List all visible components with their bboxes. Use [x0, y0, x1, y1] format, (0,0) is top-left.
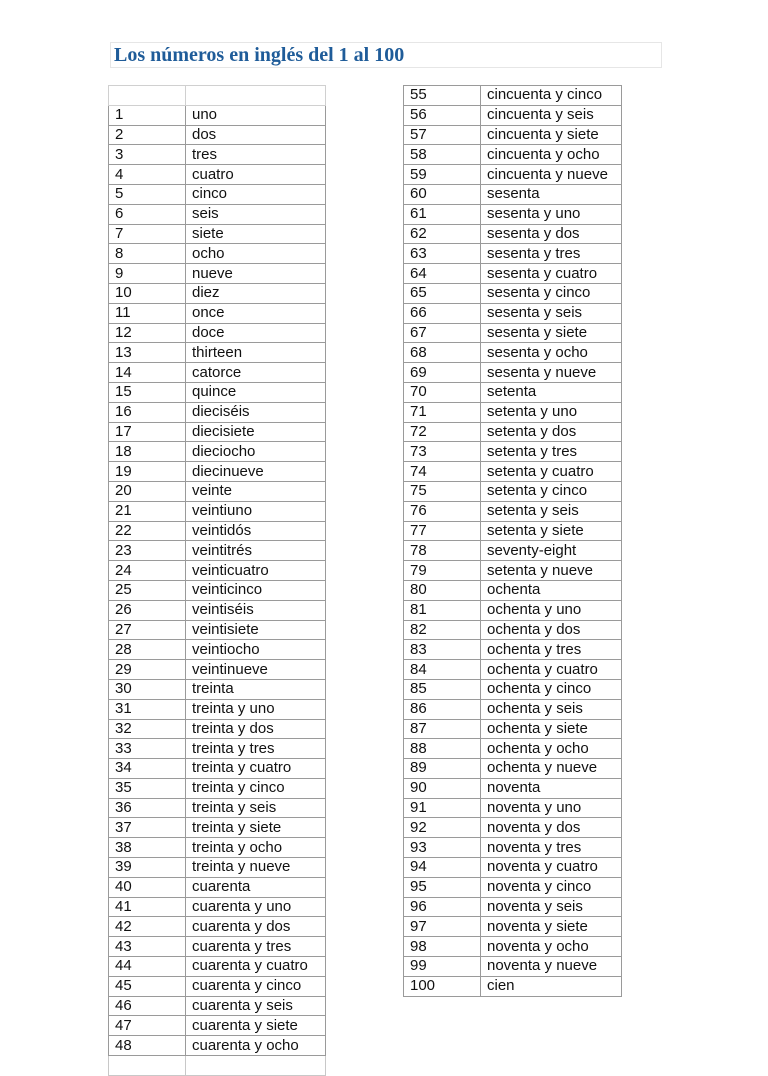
table-row	[109, 679, 326, 699]
table-row	[109, 897, 326, 917]
table-row	[109, 481, 326, 501]
table-row	[404, 759, 622, 779]
table-row	[404, 501, 622, 521]
spanish-word-cell: ochenta y cinco	[481, 679, 622, 699]
number-cell: 64	[404, 264, 481, 284]
number-cell: 73	[404, 442, 481, 462]
table-row	[404, 600, 622, 620]
number-cell: 43	[109, 937, 186, 957]
number-cell: 76	[404, 501, 481, 521]
number-cell: 30	[109, 679, 186, 699]
table-header-row	[109, 86, 326, 106]
number-cell: 20	[109, 481, 186, 501]
number-cell: 41	[109, 897, 186, 917]
number-cell: 90	[404, 778, 481, 798]
number-cell: 94	[404, 858, 481, 878]
spanish-word-cell: setenta y nueve	[481, 561, 622, 581]
spanish-word-cell: sesenta y seis	[481, 303, 622, 323]
table-row	[109, 283, 326, 303]
number-cell: 9	[109, 264, 186, 284]
table-row	[404, 244, 622, 264]
spanish-word-cell: cuarenta y cuatro	[186, 957, 326, 977]
number-cell: 31	[109, 699, 186, 719]
spanish-word-cell: treinta y seis	[186, 798, 326, 818]
table-row	[404, 323, 622, 343]
number-cell: 86	[404, 699, 481, 719]
table-row	[109, 244, 326, 264]
table-row	[109, 1016, 326, 1036]
number-cell: 60	[404, 184, 481, 204]
table-row	[404, 679, 622, 699]
spanish-word-cell: cien	[481, 976, 622, 996]
spanish-word-cell: veintiséis	[186, 600, 326, 620]
spanish-word-cell: dieciséis	[186, 402, 326, 422]
header-cell-empty	[109, 86, 186, 106]
table-row	[404, 86, 622, 106]
table-row	[404, 184, 622, 204]
table-row	[109, 264, 326, 284]
number-cell: 10	[109, 283, 186, 303]
table-row	[109, 501, 326, 521]
number-cell: 3	[109, 145, 186, 165]
spanish-word-cell: veinte	[186, 481, 326, 501]
number-cell: 63	[404, 244, 481, 264]
numbers-table-right-body	[404, 86, 622, 997]
number-cell: 80	[404, 580, 481, 600]
spanish-word-cell: setenta	[481, 382, 622, 402]
table-row	[109, 521, 326, 541]
spanish-word-cell: seventy-eight	[481, 541, 622, 561]
number-cell: 47	[109, 1016, 186, 1036]
number-cell: 81	[404, 600, 481, 620]
table-row	[109, 580, 326, 600]
number-cell: 42	[109, 917, 186, 937]
spanish-word-cell: sesenta y siete	[481, 323, 622, 343]
table-row	[109, 620, 326, 640]
number-cell: 75	[404, 481, 481, 501]
table-row	[404, 818, 622, 838]
spanish-word-cell: ochenta y ocho	[481, 739, 622, 759]
spanish-word-cell: dos	[186, 125, 326, 145]
number-cell: 59	[404, 165, 481, 185]
number-cell: 17	[109, 422, 186, 442]
spanish-word-cell: noventa y nueve	[481, 957, 622, 977]
number-cell: 40	[109, 877, 186, 897]
table-row	[404, 620, 622, 640]
table-row	[404, 897, 622, 917]
spanish-word-cell: diez	[186, 283, 326, 303]
number-cell: 55	[404, 86, 481, 106]
number-cell: 4	[109, 165, 186, 185]
numbers-table-left-body	[109, 86, 326, 1076]
number-cell: 39	[109, 858, 186, 878]
number-cell: 33	[109, 739, 186, 759]
table-row	[109, 719, 326, 739]
number-cell: 66	[404, 303, 481, 323]
number-cell: 88	[404, 739, 481, 759]
spanish-word-cell: treinta y dos	[186, 719, 326, 739]
table-row	[109, 541, 326, 561]
table-row	[109, 204, 326, 224]
number-cell: 28	[109, 640, 186, 660]
spanish-word-cell: cuarenta y siete	[186, 1016, 326, 1036]
spanish-word-cell: ochenta y tres	[481, 640, 622, 660]
number-cell: 71	[404, 402, 481, 422]
spanish-word-cell: quince	[186, 382, 326, 402]
table-row	[109, 877, 326, 897]
table-row	[109, 422, 326, 442]
numbers-table-right	[403, 85, 622, 997]
table-row	[109, 382, 326, 402]
table-row	[404, 917, 622, 937]
number-cell: 24	[109, 561, 186, 581]
empty-cell	[186, 1056, 326, 1076]
number-cell: 68	[404, 343, 481, 363]
number-cell: 13	[109, 343, 186, 363]
number-cell: 72	[404, 422, 481, 442]
spanish-word-cell: setenta y uno	[481, 402, 622, 422]
number-cell: 5	[109, 184, 186, 204]
number-cell: 85	[404, 679, 481, 699]
spanish-word-cell: cuarenta y ocho	[186, 1036, 326, 1056]
table-row	[404, 858, 622, 878]
number-cell: 7	[109, 224, 186, 244]
table-row	[404, 481, 622, 501]
spanish-word-cell: nueve	[186, 264, 326, 284]
number-cell: 1	[109, 105, 186, 125]
number-cell: 15	[109, 382, 186, 402]
spanish-word-cell: ochenta	[481, 580, 622, 600]
spanish-word-cell: veintitrés	[186, 541, 326, 561]
table-row	[109, 561, 326, 581]
spanish-word-cell: veinticuatro	[186, 561, 326, 581]
table-row	[404, 937, 622, 957]
table-row	[404, 521, 622, 541]
number-cell: 95	[404, 877, 481, 897]
spanish-word-cell: treinta y tres	[186, 739, 326, 759]
table-row	[109, 937, 326, 957]
table-row-empty	[109, 1056, 326, 1076]
table-row	[109, 838, 326, 858]
spanish-word-cell: seis	[186, 204, 326, 224]
number-cell: 36	[109, 798, 186, 818]
table-row	[109, 957, 326, 977]
table-row	[109, 343, 326, 363]
table-row	[109, 739, 326, 759]
number-cell: 23	[109, 541, 186, 561]
number-cell: 32	[109, 719, 186, 739]
table-row	[109, 224, 326, 244]
spanish-word-cell: cuarenta y dos	[186, 917, 326, 937]
table-row	[109, 125, 326, 145]
number-cell: 38	[109, 838, 186, 858]
table-row	[404, 343, 622, 363]
spanish-word-cell: cuarenta y uno	[186, 897, 326, 917]
spanish-word-cell: sesenta y uno	[481, 204, 622, 224]
number-cell: 25	[109, 580, 186, 600]
table-row	[404, 719, 622, 739]
spanish-word-cell: noventa	[481, 778, 622, 798]
spanish-word-cell: veintiocho	[186, 640, 326, 660]
numbers-table-left	[108, 85, 326, 1076]
table-row	[404, 125, 622, 145]
spanish-word-cell: veintisiete	[186, 620, 326, 640]
spanish-word-cell: treinta y cuatro	[186, 759, 326, 779]
table-row	[109, 640, 326, 660]
number-cell: 45	[109, 976, 186, 996]
table-row	[109, 165, 326, 185]
spanish-word-cell: ochenta y dos	[481, 620, 622, 640]
number-cell: 74	[404, 462, 481, 482]
table-row	[109, 778, 326, 798]
table-row	[109, 323, 326, 343]
number-cell: 78	[404, 541, 481, 561]
spanish-word-cell: veintiuno	[186, 501, 326, 521]
table-row	[404, 422, 622, 442]
table-row	[109, 184, 326, 204]
spanish-word-cell: cincuenta y nueve	[481, 165, 622, 185]
spanish-word-cell: setenta y tres	[481, 442, 622, 462]
number-cell: 58	[404, 145, 481, 165]
spanish-word-cell: dieciocho	[186, 442, 326, 462]
table-row	[404, 957, 622, 977]
spanish-word-cell: veintidós	[186, 521, 326, 541]
number-cell: 65	[404, 283, 481, 303]
number-cell: 83	[404, 640, 481, 660]
table-row	[109, 798, 326, 818]
table-row	[109, 818, 326, 838]
number-cell: 93	[404, 838, 481, 858]
number-cell: 69	[404, 363, 481, 383]
number-cell: 79	[404, 561, 481, 581]
table-row	[109, 303, 326, 323]
number-cell: 16	[109, 402, 186, 422]
number-cell: 26	[109, 600, 186, 620]
table-row	[404, 699, 622, 719]
number-cell: 99	[404, 957, 481, 977]
table-row	[404, 204, 622, 224]
table-row	[404, 382, 622, 402]
spanish-word-cell: noventa y tres	[481, 838, 622, 858]
table-row	[404, 165, 622, 185]
table-row	[109, 660, 326, 680]
spanish-word-cell: cuarenta y cinco	[186, 976, 326, 996]
table-row	[109, 699, 326, 719]
spanish-word-cell: veintinueve	[186, 660, 326, 680]
spanish-word-cell: sesenta y tres	[481, 244, 622, 264]
table-row	[404, 976, 622, 996]
spanish-word-cell: noventa y siete	[481, 917, 622, 937]
number-cell: 62	[404, 224, 481, 244]
table-row	[109, 759, 326, 779]
spanish-word-cell: sesenta y cuatro	[481, 264, 622, 284]
number-cell: 70	[404, 382, 481, 402]
table-row	[109, 976, 326, 996]
table-row	[404, 402, 622, 422]
number-cell: 44	[109, 957, 186, 977]
table-row	[109, 600, 326, 620]
table-row	[404, 580, 622, 600]
page-title: Los números en inglés del 1 al 100	[114, 44, 405, 66]
spanish-word-cell: noventa y cuatro	[481, 858, 622, 878]
spanish-word-cell: noventa y dos	[481, 818, 622, 838]
table-row	[404, 105, 622, 125]
spanish-word-cell: cuatro	[186, 165, 326, 185]
spanish-word-cell: noventa y ocho	[481, 937, 622, 957]
number-cell: 91	[404, 798, 481, 818]
number-cell: 56	[404, 105, 481, 125]
table-row	[404, 462, 622, 482]
table-row	[109, 858, 326, 878]
number-cell: 22	[109, 521, 186, 541]
spanish-word-cell: cincuenta y seis	[481, 105, 622, 125]
number-cell: 82	[404, 620, 481, 640]
spanish-word-cell: diecinueve	[186, 462, 326, 482]
number-cell: 96	[404, 897, 481, 917]
table-row	[404, 838, 622, 858]
spanish-word-cell: cincuenta y ocho	[481, 145, 622, 165]
table-row	[404, 283, 622, 303]
spanish-word-cell: veinticinco	[186, 580, 326, 600]
number-cell: 61	[404, 204, 481, 224]
spanish-word-cell: ocho	[186, 244, 326, 264]
number-cell: 87	[404, 719, 481, 739]
header-cell-empty	[186, 86, 326, 106]
spanish-word-cell: cuarenta y seis	[186, 996, 326, 1016]
spanish-word-cell: sesenta y cinco	[481, 283, 622, 303]
spanish-word-cell: cuarenta y tres	[186, 937, 326, 957]
spanish-word-cell: treinta y siete	[186, 818, 326, 838]
number-cell: 67	[404, 323, 481, 343]
table-row	[109, 363, 326, 383]
spanish-word-cell: sesenta y nueve	[481, 363, 622, 383]
table-row	[109, 145, 326, 165]
spanish-word-cell: sesenta y dos	[481, 224, 622, 244]
number-cell: 18	[109, 442, 186, 462]
number-cell: 27	[109, 620, 186, 640]
table-row	[404, 303, 622, 323]
spanish-word-cell: setenta y dos	[481, 422, 622, 442]
number-cell: 48	[109, 1036, 186, 1056]
number-cell: 21	[109, 501, 186, 521]
spanish-word-cell: cincuenta y cinco	[481, 86, 622, 106]
table-row	[404, 145, 622, 165]
table-row	[404, 541, 622, 561]
table-row	[404, 798, 622, 818]
spanish-word-cell: ochenta y uno	[481, 600, 622, 620]
table-row	[109, 442, 326, 462]
spanish-word-cell: treinta y uno	[186, 699, 326, 719]
number-cell: 98	[404, 937, 481, 957]
spanish-word-cell: once	[186, 303, 326, 323]
spanish-word-cell: sesenta y ocho	[481, 343, 622, 363]
spanish-word-cell: siete	[186, 224, 326, 244]
spanish-word-cell: sesenta	[481, 184, 622, 204]
spanish-word-cell: ochenta y nueve	[481, 759, 622, 779]
number-cell: 37	[109, 818, 186, 838]
spanish-word-cell: setenta y cuatro	[481, 462, 622, 482]
spanish-word-cell: treinta	[186, 679, 326, 699]
spanish-word-cell: treinta y cinco	[186, 778, 326, 798]
number-cell: 34	[109, 759, 186, 779]
number-cell: 12	[109, 323, 186, 343]
number-cell: 97	[404, 917, 481, 937]
table-row	[109, 996, 326, 1016]
table-row	[109, 105, 326, 125]
table-row	[109, 1036, 326, 1056]
spanish-word-cell: cuarenta	[186, 877, 326, 897]
spanish-word-cell: setenta y cinco	[481, 481, 622, 501]
table-row	[404, 877, 622, 897]
table-row	[404, 561, 622, 581]
table-row	[404, 778, 622, 798]
spanish-word-cell: ochenta y seis	[481, 699, 622, 719]
table-row	[109, 917, 326, 937]
number-cell: 89	[404, 759, 481, 779]
table-row	[109, 462, 326, 482]
spanish-word-cell: doce	[186, 323, 326, 343]
number-cell: 35	[109, 778, 186, 798]
number-cell: 6	[109, 204, 186, 224]
spanish-word-cell: ochenta y cuatro	[481, 660, 622, 680]
spanish-word-cell: uno	[186, 105, 326, 125]
number-cell: 46	[109, 996, 186, 1016]
number-cell: 92	[404, 818, 481, 838]
number-cell: 77	[404, 521, 481, 541]
spanish-word-cell: noventa y seis	[481, 897, 622, 917]
spanish-word-cell: treinta y nueve	[186, 858, 326, 878]
spanish-word-cell: cinco	[186, 184, 326, 204]
spanish-word-cell: setenta y seis	[481, 501, 622, 521]
spanish-word-cell: setenta y siete	[481, 521, 622, 541]
number-cell: 57	[404, 125, 481, 145]
number-cell: 84	[404, 660, 481, 680]
spanish-word-cell: cincuenta y siete	[481, 125, 622, 145]
spanish-word-cell: noventa y uno	[481, 798, 622, 818]
table-row	[404, 363, 622, 383]
spanish-word-cell: tres	[186, 145, 326, 165]
empty-cell	[109, 1056, 186, 1076]
title-box	[110, 42, 662, 68]
table-row	[404, 640, 622, 660]
number-cell: 29	[109, 660, 186, 680]
spanish-word-cell: ochenta y siete	[481, 719, 622, 739]
spanish-word-cell: noventa y cinco	[481, 877, 622, 897]
number-cell: 100	[404, 976, 481, 996]
table-row	[404, 264, 622, 284]
number-cell: 8	[109, 244, 186, 264]
number-cell: 19	[109, 462, 186, 482]
number-cell: 14	[109, 363, 186, 383]
spanish-word-cell: treinta y ocho	[186, 838, 326, 858]
table-row	[404, 660, 622, 680]
spanish-word-cell: diecisiete	[186, 422, 326, 442]
table-row	[109, 402, 326, 422]
spanish-word-cell: catorce	[186, 363, 326, 383]
table-row	[404, 442, 622, 462]
spanish-word-cell: thirteen	[186, 343, 326, 363]
number-cell: 2	[109, 125, 186, 145]
table-row	[404, 739, 622, 759]
table-row	[404, 224, 622, 244]
number-cell: 11	[109, 303, 186, 323]
